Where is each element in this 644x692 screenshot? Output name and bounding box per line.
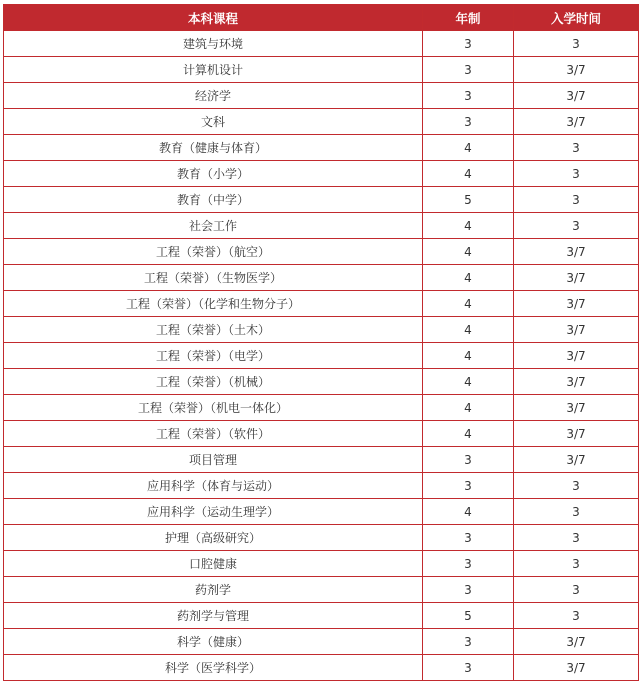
- cell-course: 护理（高级研究）: [4, 525, 423, 551]
- cell-years: 4: [423, 291, 514, 317]
- table-row: [4, 187, 639, 213]
- cell-years: 3: [423, 577, 514, 603]
- cell-course: 建筑与环境: [4, 31, 423, 57]
- cell-course: 应用科学（运动生理学）: [4, 499, 423, 525]
- table-row: [4, 109, 639, 135]
- table-row: [4, 291, 639, 317]
- cell-course: 计算机设计: [4, 57, 423, 83]
- table-row: [4, 57, 639, 83]
- cell-course: 教育（小学）: [4, 161, 423, 187]
- header-row: [4, 5, 639, 31]
- table-row: [4, 395, 639, 421]
- header-intake: 入学时间: [514, 5, 639, 31]
- cell-intake: 3: [514, 135, 639, 161]
- cell-intake: 3: [514, 187, 639, 213]
- table-row: [4, 421, 639, 447]
- cell-intake: 3/7: [514, 265, 639, 291]
- cell-intake: 3/7: [514, 421, 639, 447]
- cell-intake: 3: [514, 499, 639, 525]
- cell-years: 4: [423, 395, 514, 421]
- cell-course: 工程（荣誉）（土木）: [4, 317, 423, 343]
- cell-intake: 3/7: [514, 395, 639, 421]
- cell-years: 3: [423, 655, 514, 681]
- cell-years: 3: [423, 629, 514, 655]
- cell-intake: 3/7: [514, 57, 639, 83]
- cell-course: 工程（荣誉）（化学和生物分子）: [4, 291, 423, 317]
- table-row: [4, 239, 639, 265]
- cell-years: 3: [423, 83, 514, 109]
- cell-years: 4: [423, 343, 514, 369]
- cell-intake: 3/7: [514, 447, 639, 473]
- cell-course: 项目管理: [4, 447, 423, 473]
- cell-course: 工程（荣誉）（软件）: [4, 421, 423, 447]
- table-row: [4, 525, 639, 551]
- header-years: 年制: [423, 5, 514, 31]
- table-header: [4, 5, 639, 31]
- table-row: [4, 629, 639, 655]
- cell-course: 工程（荣誉）（航空）: [4, 239, 423, 265]
- cell-intake: 3/7: [514, 655, 639, 681]
- table-row: [4, 655, 639, 681]
- cell-intake: 3/7: [514, 83, 639, 109]
- cell-years: 3: [423, 447, 514, 473]
- cell-years: 4: [423, 499, 514, 525]
- cell-intake: 3/7: [514, 109, 639, 135]
- table-row: [4, 265, 639, 291]
- table-row: [4, 447, 639, 473]
- cell-intake: 3: [514, 551, 639, 577]
- cell-course: 工程（荣誉）（机电一体化）: [4, 395, 423, 421]
- cell-intake: 3: [514, 577, 639, 603]
- cell-course: 工程（荣誉）（电学）: [4, 343, 423, 369]
- table-row: [4, 135, 639, 161]
- cell-years: 4: [423, 239, 514, 265]
- table-row: [4, 213, 639, 239]
- cell-years: 5: [423, 187, 514, 213]
- cell-course: 教育（健康与体育）: [4, 135, 423, 161]
- cell-years: 3: [423, 57, 514, 83]
- table-row: [4, 317, 639, 343]
- cell-course: 社会工作: [4, 213, 423, 239]
- cell-course: 工程（荣誉）（机械）: [4, 369, 423, 395]
- cell-years: 3: [423, 31, 514, 57]
- header-course: 本科课程: [4, 5, 423, 31]
- table-body: [4, 31, 639, 681]
- cell-course: 科学（医学科学）: [4, 655, 423, 681]
- cell-intake: 3/7: [514, 629, 639, 655]
- cell-intake: 3/7: [514, 343, 639, 369]
- cell-intake: 3/7: [514, 239, 639, 265]
- cell-course: 文科: [4, 109, 423, 135]
- table-row: [4, 473, 639, 499]
- cell-years: 3: [423, 551, 514, 577]
- cell-years: 3: [423, 525, 514, 551]
- cell-years: 4: [423, 161, 514, 187]
- cell-intake: 3: [514, 213, 639, 239]
- cell-intake: 3: [514, 525, 639, 551]
- cell-intake: 3/7: [514, 291, 639, 317]
- cell-years: 4: [423, 135, 514, 161]
- table-row: [4, 577, 639, 603]
- cell-course: 应用科学（体育与运动）: [4, 473, 423, 499]
- table-row: [4, 551, 639, 577]
- cell-course: 经济学: [4, 83, 423, 109]
- cell-course: 科学（健康）: [4, 629, 423, 655]
- cell-years: 4: [423, 265, 514, 291]
- table-row: [4, 369, 639, 395]
- cell-years: 4: [423, 317, 514, 343]
- cell-course: 药剂学与管理: [4, 603, 423, 629]
- cell-years: 4: [423, 369, 514, 395]
- cell-intake: 3: [514, 161, 639, 187]
- cell-years: 5: [423, 603, 514, 629]
- cell-intake: 3/7: [514, 369, 639, 395]
- cell-intake: 3: [514, 31, 639, 57]
- table-row: [4, 603, 639, 629]
- table-row: [4, 161, 639, 187]
- cell-course: 教育（中学）: [4, 187, 423, 213]
- cell-intake: 3/7: [514, 317, 639, 343]
- table-row: [4, 31, 639, 57]
- cell-course: 工程（荣誉）（生物医学）: [4, 265, 423, 291]
- cell-course: 口腔健康: [4, 551, 423, 577]
- cell-years: 4: [423, 213, 514, 239]
- cell-years: 4: [423, 421, 514, 447]
- table-row: [4, 83, 639, 109]
- cell-intake: 3: [514, 473, 639, 499]
- table-row: [4, 343, 639, 369]
- cell-course: 药剂学: [4, 577, 423, 603]
- cell-years: 3: [423, 109, 514, 135]
- table-row: [4, 499, 639, 525]
- cell-intake: 3: [514, 603, 639, 629]
- course-table: [3, 4, 639, 681]
- cell-years: 3: [423, 473, 514, 499]
